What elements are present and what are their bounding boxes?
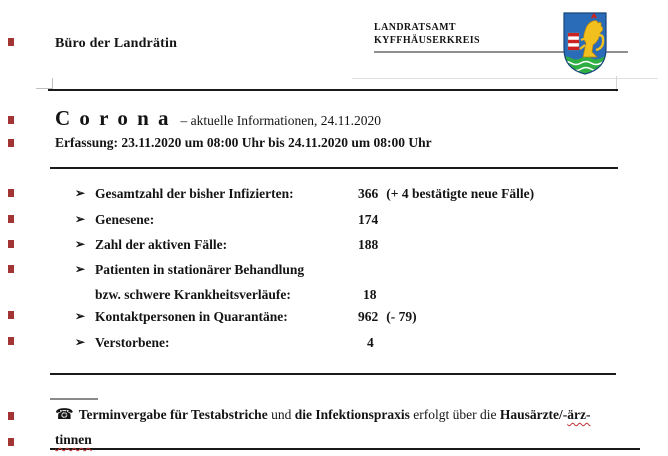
stat-value: 366 xyxy=(358,186,379,201)
change-marker xyxy=(8,438,14,446)
footnote-segment: Terminvergabe für Testabstriche xyxy=(78,407,268,422)
stat-row-active xyxy=(75,237,378,253)
stat-value: 18 xyxy=(363,287,377,302)
change-marker xyxy=(8,265,14,273)
stat-row-quarantine xyxy=(75,309,417,325)
change-marker xyxy=(8,412,14,420)
letterhead-line2: KYFFHÄUSERKREIS xyxy=(374,35,481,46)
footnote-separator xyxy=(50,398,98,400)
section-rule-top xyxy=(50,167,618,169)
arrow-bullet-icon: ➢ xyxy=(75,186,86,200)
stat-label: Patienten in stationärer Behandlung xyxy=(95,262,305,277)
section-rule-bottom xyxy=(50,373,616,375)
title-suffix: – aktuelle Informationen, 24.11.2020 xyxy=(180,113,381,128)
footnote-segment-spellchecked: ärz- xyxy=(567,407,591,422)
arrow-bullet-icon: ➢ xyxy=(75,335,86,349)
arrow-bullet-icon: ➢ xyxy=(75,309,86,323)
erfassung-line: Erfassung: 23.11.2020 um 08:00 Uhr bis 24.11.2020 um 08:00 Uhr xyxy=(55,135,432,150)
change-marker xyxy=(8,38,14,46)
header-rule xyxy=(48,89,618,91)
stat-note: (+ 4 bestätigte neue Fälle) xyxy=(386,186,535,201)
document-title xyxy=(55,106,381,131)
stat-value: 174 xyxy=(358,212,379,227)
stat-row-hospital-line2 xyxy=(75,287,377,303)
stat-label: Gesamtzahl der bisher Infizierten: xyxy=(95,186,294,201)
stat-label: Verstorbene: xyxy=(95,335,170,350)
change-marker xyxy=(8,311,14,319)
stat-row-recovered xyxy=(75,212,378,228)
footnote-segment: Hausärzte/- xyxy=(499,407,568,422)
footnote-line2 xyxy=(55,432,92,448)
phone-icon: ☎ xyxy=(55,407,74,423)
footnote-segment: die Infektionspraxis xyxy=(294,407,410,422)
change-marker xyxy=(8,189,14,197)
stat-label: Kontaktpersonen in Quarantäne: xyxy=(95,309,288,324)
letterhead-line1: LANDRATSAMT xyxy=(374,22,456,33)
stat-row-deceased xyxy=(75,335,374,351)
stat-label: Zahl der aktiven Fälle: xyxy=(95,237,228,252)
stat-value: 188 xyxy=(358,237,379,252)
change-marker xyxy=(8,337,14,345)
stat-value: 4 xyxy=(367,335,374,350)
office-title: Büro der Landrätin xyxy=(55,36,178,51)
coat-of-arms-icon xyxy=(563,12,607,81)
stat-note: (- 79) xyxy=(386,309,417,324)
arrow-bullet-icon: ➢ xyxy=(75,262,86,276)
arrow-bullet-icon: ➢ xyxy=(75,212,86,226)
title-corona: C o r o n a xyxy=(55,106,171,130)
change-marker xyxy=(8,139,14,147)
footnote-segment: und xyxy=(267,407,295,422)
letterhead xyxy=(374,21,480,47)
footnote-word-spellchecked: tinnen xyxy=(55,432,92,447)
stat-value: 962 xyxy=(358,309,379,324)
stat-row-hospital-line1 xyxy=(75,262,358,278)
footnote-line1 xyxy=(55,405,591,424)
change-marker xyxy=(8,116,14,124)
stat-row-infected xyxy=(75,186,534,202)
change-marker xyxy=(8,240,14,248)
bottom-underline-rule xyxy=(50,448,640,450)
stat-label: Genesene: xyxy=(95,212,155,227)
letterhead-box-border xyxy=(352,78,658,79)
arrow-bullet-icon: ➢ xyxy=(75,237,86,251)
footnote-segment: erfolgt über die xyxy=(409,407,500,422)
stat-label-continued: bzw. schwere Krankheitsverläufe: xyxy=(95,287,291,302)
change-marker xyxy=(8,215,14,223)
margin-crop-mark xyxy=(52,78,53,89)
